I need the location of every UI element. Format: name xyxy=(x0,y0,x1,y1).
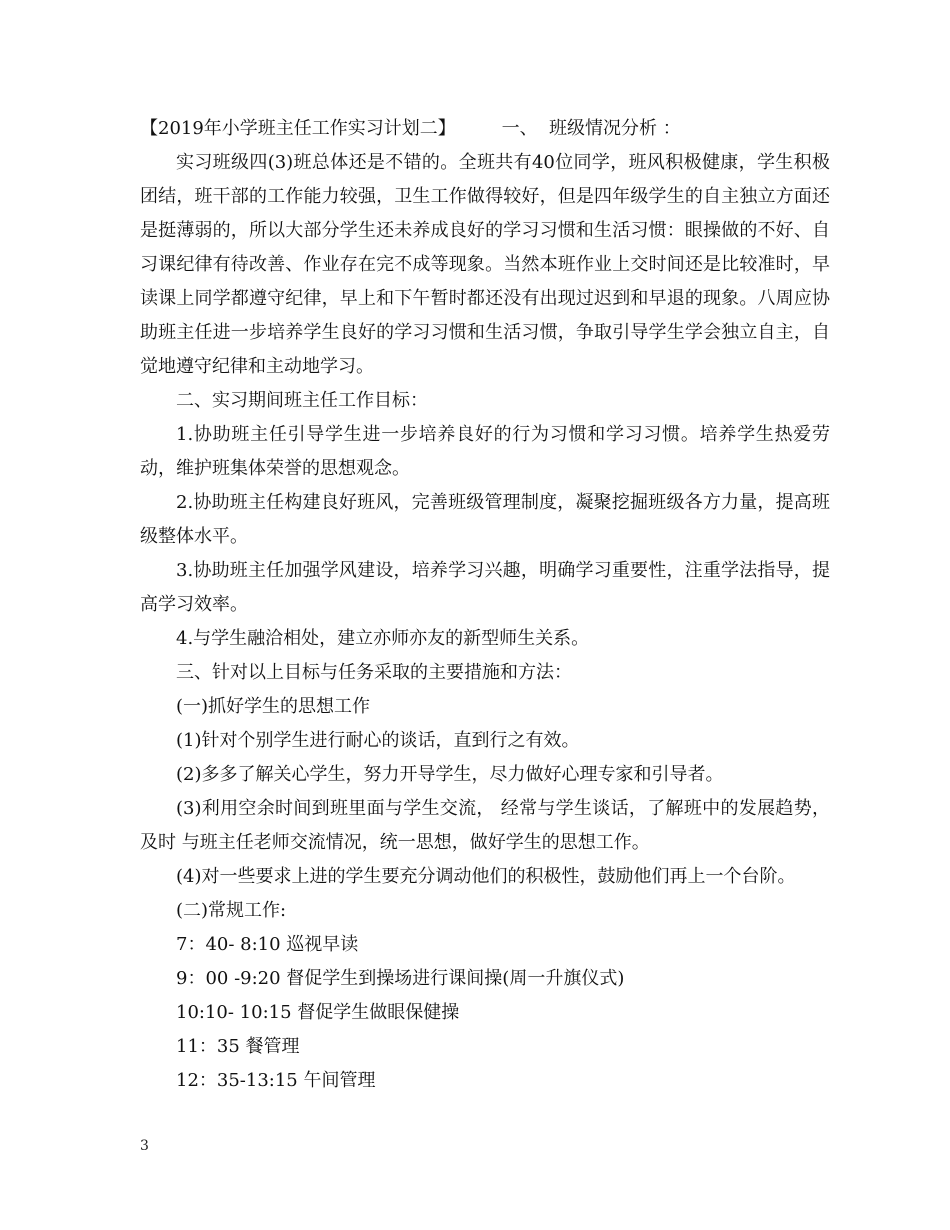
document-body xyxy=(140,112,830,1098)
measure-item-2: (2)多多了解关心学生，努力开导学生，尽力做好心理专家和引导者。 xyxy=(176,764,724,785)
subsection-heading-thought-work: (一)抓好学生的思想工作 xyxy=(176,696,371,717)
measure-item-1: (1)针对个别学生进行耐心的谈话，直到行之有效。 xyxy=(176,730,580,751)
schedule-item: 10:10- 10:15 督促学生做眼保健操 xyxy=(176,1002,460,1023)
goal-item-3: 3.协助班主任加强学风建设，培养学习兴趣，明确学习重要性，注重学法指导，提高学习效率。 xyxy=(140,560,830,615)
section-heading-goals: 二、实习期间班主任工作目标： xyxy=(176,390,428,411)
goal-item-2: 2.协助班主任构建良好班风，完善班级管理制度，凝聚挖掘班级各方力量，提高班级整体水平。 xyxy=(140,492,830,547)
schedule-item: 9：00 -9:20 督促学生到操场进行课间操(周一升旗仪式) xyxy=(176,968,625,989)
paragraph-class-analysis: 实习班级四(3)班总体还是不错的。全班共有40位同学，班风积极健康，学生积极团结，班干部的工作能力较强，卫生工作做得较好，但是四年级学生的自主独立方面还是挺薄弱的，所以大部分学生还未养成良好的学习习惯和生活习惯：眼操做的不好、自习课纪律有待改善、作业存在完不成等现象。当然本班作业上交时间还是比较准时，早读课上同学都遵守纪律，早上和下午暂时都还没有出现过迟到和早退的现象。八周应协助班主任进一步培养学生良好的学习习惯和生活习惯，争取引导学生学会独立自主，自觉地遵守纪律和主动地学习。 xyxy=(140,152,830,377)
subsection-heading-routine: (二)常规工作: xyxy=(176,900,287,921)
document-title-line: 【2019年小学班主任工作实习计划二】 一、 班级情况分析 ： xyxy=(140,118,681,139)
goal-item-4: 4.与学生融洽相处，建立亦师亦友的新型师生关系。 xyxy=(176,628,590,649)
schedule-item: 12：35-13:15 午间管理 xyxy=(176,1070,376,1091)
page-number: 3 xyxy=(140,1138,149,1154)
schedule-item: 11：35 餐管理 xyxy=(176,1036,300,1057)
goal-item-1: 1.协助班主任引导学生进一步培养良好的行为习惯和学习习惯。培养学生热爱劳动，维护班集体荣誉的思想观念。 xyxy=(140,424,830,479)
measure-item-3: (3)利用空余时间到班里面与学生交流， 经常与学生谈话，了解班中的发展趋势，及时 与班主任老师交流情况，统一思想，做好学生的思想工作。 xyxy=(140,798,830,853)
schedule-item: 7：40- 8:10 巡视早读 xyxy=(176,934,359,955)
measure-item-4: (4)对一些要求上进的学生要充分调动他们的积极性，鼓励他们再上一个台阶。 xyxy=(176,866,796,887)
section-heading-measures: 三、针对以上目标与任务采取的主要措施和方法： xyxy=(176,662,572,683)
